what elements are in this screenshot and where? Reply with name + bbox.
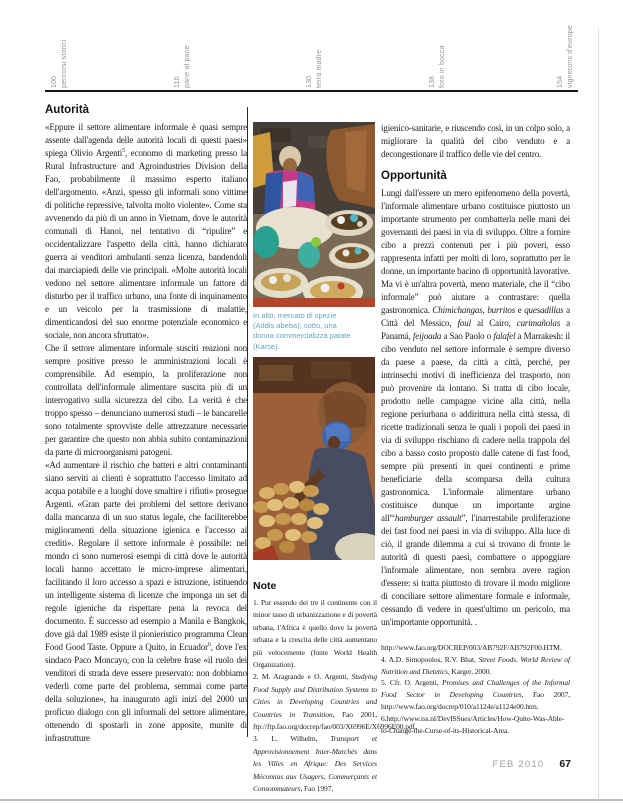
tab-page-number: 138 <box>429 75 436 88</box>
body-paragraph: «Eppure il settore alimentare informale è quasi sempre assente dall'agenda delle autorità locali di questi paesi» spiega Olivio Argenti$^5$, economo di marketing presso la Rural Infrastructure and Agroindustries Division della Fao, probabilmente il massimo esperto italiano dell'argomento. «Anzi, spesso gli informali sono vittime di politiche repressive, talvolta molto violente». Come sta avvenendo da più di un anno in Vietnam, dove le autorità comunali di Hanoi, nel tentativo di “ripulire” e occidentalizzare l'aspetto della città, hanno dichiarato guerra ai venditori ambulanti senza licenza, bandendoli dai marciapiedi delle vie principali. «Molte autorità locali vedono nel settore alimentare informale un fattore di disturbo per il traffico urbano, una fonte di inquinamento e un veicolo per la trasmissione di malattie, dimenticandosi del suo enorme potenziale economico e sociale, non ancora sfruttato». <box>45 122 247 340</box>
section-tab-foro-in-bocca <box>428 22 447 88</box>
footnote-item: 5. Cfr. O. Argenti, Promises and Challenges of the Informal Food Sector in Developing Countries, Fao 2007, http://www.fao.org/docrep/010/a1124e/a1124e00.htm. <box>381 678 570 711</box>
issue-date: FEB 2010 <box>492 759 545 770</box>
tab-page-number: 110 <box>174 76 181 88</box>
tab-label: vignerons d'europe <box>566 25 574 88</box>
tab-label: foro in bocca <box>438 45 446 88</box>
note-item: 1. Pur essendo dei tre il continente con il minor tasso di urbanizzazione e di povertà urbana, l'Africa è quello dove la povertà urbana e la crescita delle città aumentano più velocemente (fonte World Health Organization). <box>253 598 377 670</box>
tab-page-number: 130 <box>306 75 313 88</box>
footnotes-section <box>381 642 570 736</box>
photo-potato-seller <box>253 357 375 560</box>
notes-section <box>253 580 417 796</box>
tab-page-number: 100 <box>51 75 58 88</box>
section-tab-vignerons-deurope <box>556 22 575 88</box>
scan-edge-right <box>598 28 599 798</box>
photo-caption: In alto, mercato di spezie (Addis abeba); sotto, una donna commercializza patate (Karse). <box>253 311 351 351</box>
body-paragraph: Lungi dall'essere un mero epifenomeno della povertà, l'informale alimentare urbano costituisce piuttosto un importante strumento per combatterla nelle mani dei governanti dei paesi in via di sviluppo. Oltre a fornire cibo a prezzi contenuti per i più poveri, esso rappresenta infatti per molti di loro, soprattutto per le donne, un importante bacino di opportunità lavorative. Ma vi è un'altra povertà, meno materiale, che il “cibo informale” può aiutare a contrastare: quella gastronomica. Chimichangas, burritos e quesadillas a Città del Messico, foul al Cairo, carimañolas a Panamá, feijoada a Sao Paolo o falafel a Marrakesh: il cibo venduto nel settore informale è sempre diverso da paese a paese, da città a città, perché, per intrinsechi motivi di inefficienza del trasporto, non può provenire da lontano. Si tratta di cibo locale, prodotto nelle campagne vicine alla città, nella regione periurbana o addirittura nella città stessa, di ricette tradizionali senza le quali i popoli dei paesi in via di sviluppo rischiano di cadere nella trappola del cibo a basso costo proposto dalle catene di fast food, sempre più presenti in quei continenti e prime beneficiarie della scomparsa della cultura gastronomica. L'informale alimentare urbano costituisce dunque un importante argine all'“hamburger assault”, l'inarrestabile proliferazione dei fast food nei paesi in via di sviluppo. Alla luce di ciò, il grande dilemma a cui si trovano di fronte le autorità di questi paesi, combattere o appoggiare l'informale alimentare, non sembra avere ragion d'essere: si tratta piuttosto di trovare il modo migliore di conciliare settore alimentare formale e informale, cessando di vedere in quest'ultimo un pericolo, ma un'importante opportunità. . <box>381 188 570 627</box>
section-tab-pane-al-pane <box>173 22 192 88</box>
tab-page-number: 154 <box>557 75 564 88</box>
page-number: 67 <box>559 758 571 770</box>
photo-spice-market <box>253 122 375 307</box>
potato-seller-illustration <box>253 357 375 560</box>
body-paragraph: «Ad aumentare il rischio che batteri e altri contaminanti siano serviti ai clienti è soprattutto l'accesso limitato ad acqua potabile e a luoghi dove smaltire i rifiuti» prosegue Argenti. «Gran parte dei problemi del settore derivano dalla mancanza di un suo status legale, che faciliterebbe miglioramenti della situazione igienica e l'accesso ai crediti». Regolare il settore informale è possibile: nel mondo ci sono numerosi esempi di città dove le autorità locali hanno accettato le micro-imprese alimentari, facilitando il loro accesso a spazi e istruzione, istituendo un intelligente sistema di licenze che imponga un set di regole igieniche da rispettare pena la revoca del documento. È successo ad esempio a Manila e Bangkok, dove già dal 1989 esiste il pionieristico programma Clean Food Good Taste. Oppure a Quito, in Ecuador$^6$, dove l'ex sindaco Paco Moncayo, con la celebre frase «il ruolo dei venditori di strada deve essere preservato: non dobbiamo vederli come parte del problema, semmai come parte della soluzione», ha inaugurato agli inizi del 2000 un proficuo dialogo con gli informali del settore alimentare, ottenendo di spostarli in zone apposite, munite di infrastrutture <box>45 460 247 743</box>
section-heading-autorita: Autorità <box>45 104 90 116</box>
page-footer <box>381 758 571 770</box>
section-heading-opportunita: Opportunità <box>381 170 447 182</box>
tab-label: percorsi storici <box>60 39 68 88</box>
column-divider <box>247 107 248 737</box>
body-paragraph: igienico-sanitarie, e riuscendo così, in un colpo solo, a migliorare la qualità del cibo venduto e a decongestionare il traffico delle vie del centro. <box>381 123 570 159</box>
body-paragraph: Che il settore alimentare informale susciti reazioni non sempre positive presso le amministrazioni locali è comprensibile. Ad esempio, la proliferazione non controllata dell'informale alimentare suscita più di un interrogativo sulla sicurezza del cibo. La verità è che troppo spesso – denunciano numerosi studi – le bancarelle sono totalmente sprovviste delle attrezzature necessarie per garantire che questo non abbia subito contaminazioni da parte di microorganismi patogeni. <box>45 343 247 457</box>
right-column <box>381 122 570 736</box>
tab-label: pane al pane <box>183 45 191 88</box>
note-item: 3. L. Wilhelm, Transport et Approvisionnement Inter-Marchés dans les Villes en Afrique: Des Services Méconnus aux Usagers, Commerçants et Consommateurs, Fao 1997, <box>253 734 378 794</box>
footnote-item: 4. A.D. Simopoulos, R.V. Bhat, Street Foods. World Review of Nutrition and Dietetics, Karger, 2000. <box>381 654 571 676</box>
notes-heading: Note <box>253 580 277 592</box>
footnote-item: http://www.fao.org/DOCREP/003/AB792F/AB792F00.HTM. <box>381 643 562 652</box>
header-rule <box>45 90 578 92</box>
note-item: 2. M. Aragrande e O. Argenti, Studying Food Supply and Distribution Systems to Cities in Developing Countries and Countries in Transition, Fao 2001, ftp://ftp.fao.org/docrep/fao/003/X6996E/X6996E00.pdf. <box>253 672 417 732</box>
footnote-item: 6.http://www.iss.nl/DevISSues/Articles/How-Quito-Was-Able-to-Change-the-Curse-of-its-Historical-Area. <box>381 713 565 735</box>
tab-label: terra madre <box>315 49 323 88</box>
scan-edge-bottom <box>0 799 623 801</box>
section-tab-terra-madre <box>305 22 324 88</box>
spice-market-illustration <box>253 122 375 307</box>
left-column <box>45 104 247 745</box>
section-tab-percorsi-storici <box>50 22 69 88</box>
